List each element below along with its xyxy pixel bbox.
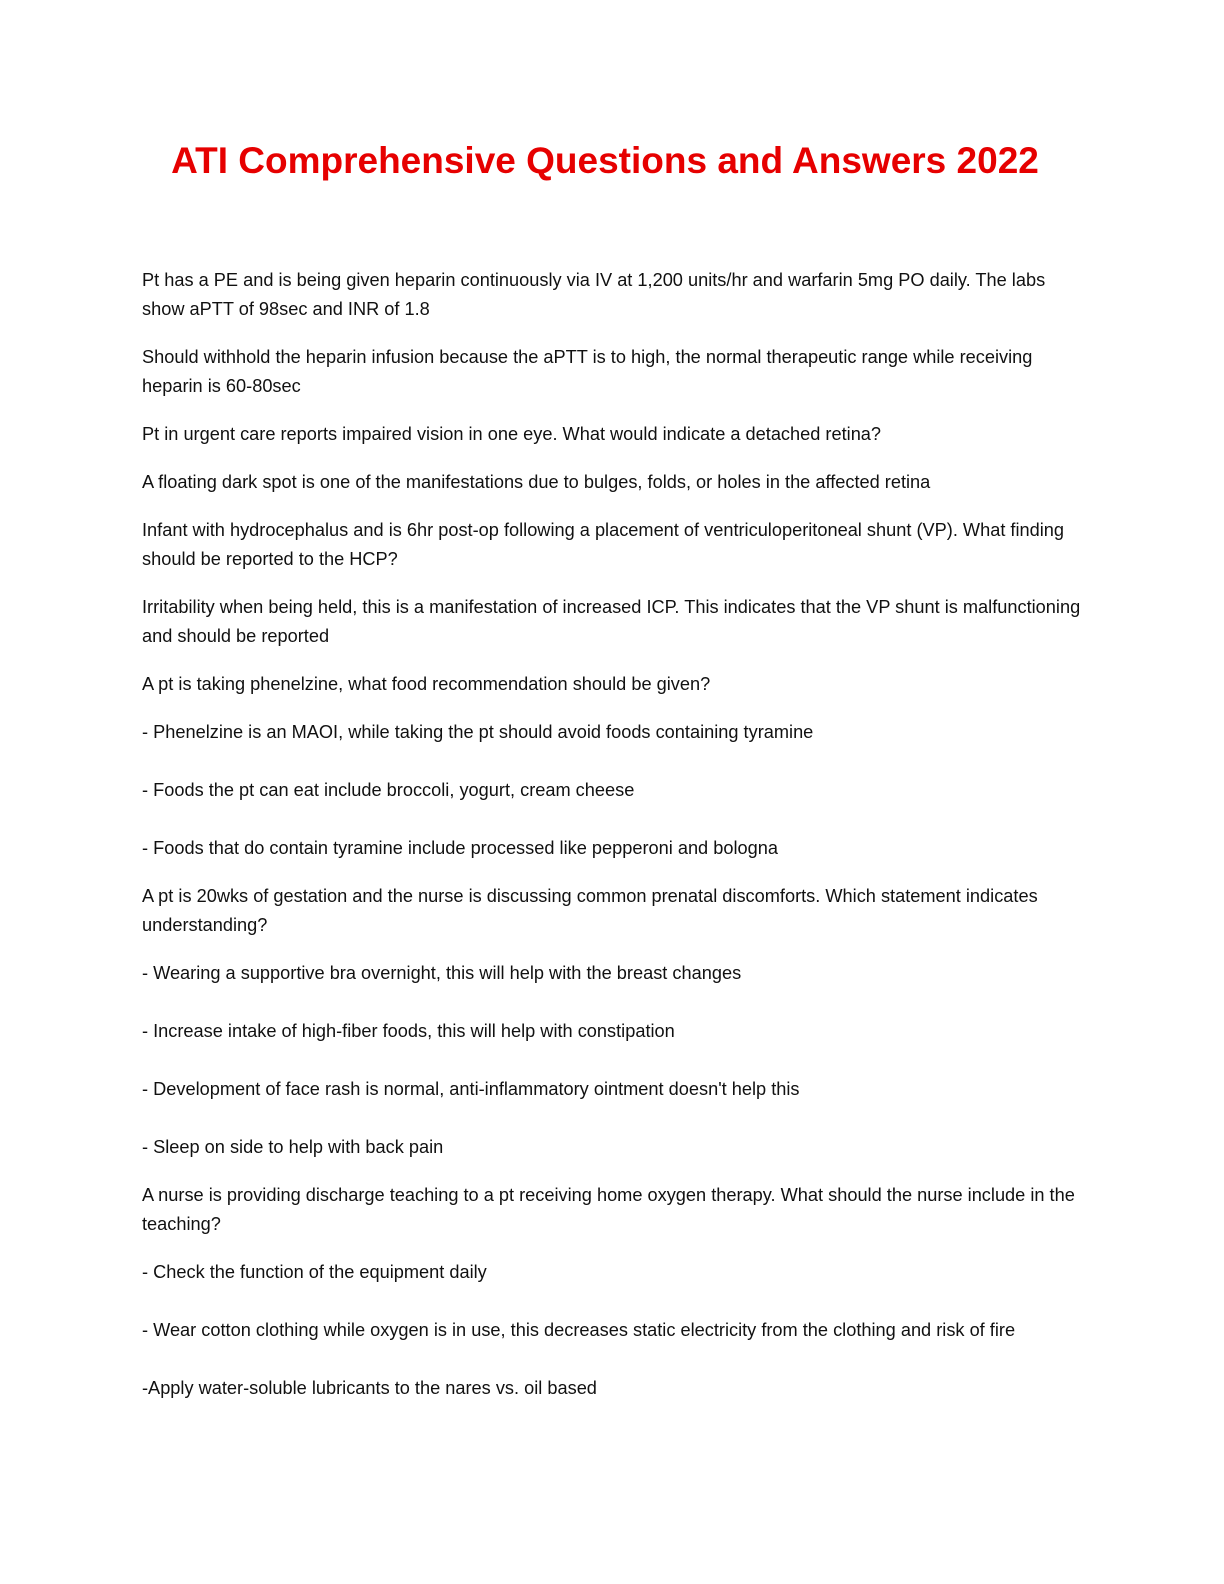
list-item: - Foods the pt can eat include broccoli, yogurt, cream cheese bbox=[142, 780, 635, 800]
paragraph-heparin-answer: Should withhold the heparin infusion because the aPTT is to high, the normal therapeutic range while receiving heparin is 60-80sec bbox=[142, 347, 1033, 396]
list-item: - Development of face rash is normal, anti-inflammatory ointment doesn't help this bbox=[142, 1079, 800, 1099]
list-item: - Wearing a supportive bra overnight, this will help with the breast changes bbox=[142, 963, 742, 983]
document-body bbox=[142, 266, 1082, 1403]
list-item: - Wear cotton clothing while oxygen is in use, this decreases static electricity from the clothing and risk of fire bbox=[142, 1320, 1016, 1340]
paragraph-shunt-question: Infant with hydrocephalus and is 6hr post-op following a placement of ventriculoperitoneal shunt (VP). What finding should be reported to the HCP? bbox=[142, 520, 1065, 569]
paragraph-phenelzine-question: A pt is taking phenelzine, what food recommendation should be given? bbox=[142, 674, 711, 694]
list-item: - Increase intake of high-fiber foods, this will help with constipation bbox=[142, 1021, 675, 1041]
document-title: ATI Comprehensive Questions and Answers 2022 bbox=[171, 140, 1039, 181]
list-item: - Sleep on side to help with back pain bbox=[142, 1137, 444, 1157]
paragraph-retina-question: Pt in urgent care reports impaired vision in one eye. What would indicate a detached retina? bbox=[142, 424, 882, 444]
list-item: - Phenelzine is an MAOI, while taking the pt should avoid foods containing tyramine bbox=[142, 722, 814, 742]
paragraph-retina-answer: A floating dark spot is one of the manifestations due to bulges, folds, or holes in the affected retina bbox=[142, 472, 931, 492]
list-item: - Check the function of the equipment daily bbox=[142, 1262, 487, 1282]
paragraph-gestation-question: A pt is 20wks of gestation and the nurse is discussing common prenatal discomforts. Which statement indicates understanding? bbox=[142, 886, 1038, 935]
list-item: -Apply water-soluble lubricants to the nares vs. oil based bbox=[142, 1378, 597, 1398]
list-item: - Foods that do contain tyramine include processed like pepperoni and bologna bbox=[142, 838, 778, 858]
paragraph-oxygen-question: A nurse is providing discharge teaching to a pt receiving home oxygen therapy. What should the nurse include in the teaching? bbox=[142, 1185, 1075, 1234]
paragraph-shunt-answer: Irritability when being held, this is a manifestation of increased ICP. This indicates that the VP shunt is malfunctioning and should be reported bbox=[142, 597, 1081, 646]
paragraph-heparin-question: Pt has a PE and is being given heparin continuously via IV at 1,200 units/hr and warfarin 5mg PO daily. The labs show aPTT of 98sec and INR of 1.8 bbox=[142, 270, 1046, 319]
